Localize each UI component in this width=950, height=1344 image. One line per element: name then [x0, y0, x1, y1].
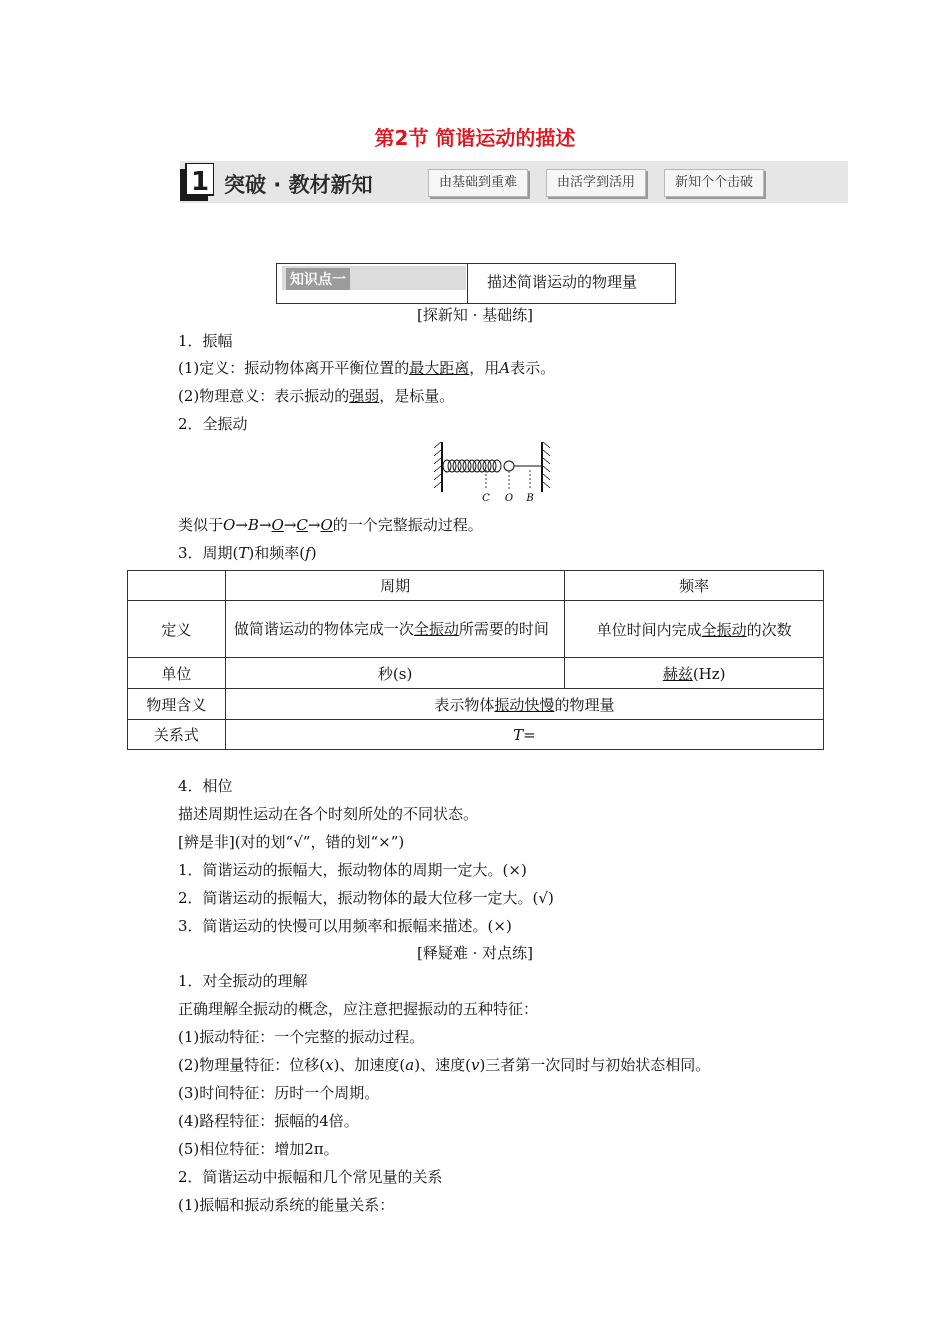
relation-heading: 2．简谐运动中振幅和几个常见量的关系	[178, 1168, 443, 1186]
table-row	[128, 720, 824, 750]
label-c: C	[482, 493, 490, 502]
table-cell	[128, 571, 226, 601]
phase-heading: 4．相位	[178, 777, 233, 795]
spring-oscillator-figure	[430, 440, 550, 502]
label-o: O	[504, 493, 514, 502]
physical-meaning: 表示物体振动快慢的物理量	[225, 689, 823, 720]
amplitude-heading: 1．振幅	[178, 332, 233, 350]
tag-break-through: 新知个个击破	[664, 169, 764, 197]
feature-phase: (5)相位特征：增加2π。	[178, 1140, 339, 1158]
banner-heading: 突破 · 教材新知	[224, 173, 373, 197]
row-label-definition: 定义	[128, 601, 226, 658]
knowledge-point-text: 描述简谐运动的物理量	[487, 273, 638, 291]
knowledge-point-box	[276, 263, 676, 304]
divider	[467, 264, 468, 303]
section-number: 1	[190, 167, 210, 197]
frequency-definition: 单位时间内完成全振动的次数	[565, 601, 824, 658]
frequency-unit: 赫兹(Hz)	[565, 658, 824, 689]
table-row	[128, 658, 824, 689]
table-header-frequency: 频率	[565, 571, 824, 601]
row-label-unit: 单位	[128, 658, 226, 689]
judge-item: 1．简谐运动的振幅大，振动物体的周期一定大。(×)	[178, 861, 527, 879]
feature-vibration: (1)振动特征：一个完整的振动过程。	[178, 1028, 425, 1046]
judge-heading: [辨是非](对的划“√”，错的划“×”)	[178, 833, 405, 851]
period-definition: 做简谐运动的物体完成一次全振动所需要的时间	[225, 601, 564, 658]
relation-energy: (1)振幅和振动系统的能量关系：	[178, 1196, 395, 1214]
phase-description: 描述周期性运动在各个时刻所处的不同状态。	[178, 805, 479, 823]
judge-item: 2．简谐运动的振幅大，振动物体的最大位移一定大。(√)	[178, 889, 554, 907]
table-header-period: 周期	[225, 571, 564, 601]
knowledge-point-label-bg	[282, 266, 466, 290]
row-label-meaning: 物理含义	[128, 689, 226, 720]
section-heading-clarify: [释疑难 · 对点练]	[416, 944, 533, 962]
judge-item: 3．简谐运动的快慢可以用频率和振幅来描述。(×)	[178, 917, 512, 935]
full-vibration-description: 类似于O→B→O→C→O的一个完整振动过程。	[178, 516, 483, 534]
period-frequency-table	[127, 570, 824, 750]
feature-distance: (4)路程特征：振幅的4倍。	[178, 1112, 359, 1130]
section-number-badge	[180, 163, 214, 201]
relation-formula: T=	[225, 720, 823, 750]
understand-intro: 正确理解全振动的概念，应注意把握振动的五种特征：	[178, 1000, 539, 1018]
table-row	[128, 689, 824, 720]
tag-basic-to-key: 由基础到重难	[428, 169, 528, 197]
period-unit: 秒(s)	[225, 658, 564, 689]
section-heading-explore: [探新知 · 基础练]	[416, 306, 533, 324]
row-label-relation: 关系式	[128, 720, 226, 750]
label-b: B	[526, 493, 534, 502]
table-row	[128, 601, 824, 658]
full-vibration-heading: 2．全振动	[178, 415, 248, 433]
table-row	[128, 571, 824, 601]
understand-heading: 1．对全振动的理解	[178, 972, 308, 990]
page-title: 第2节 简谐运动的描述	[374, 126, 576, 150]
tag-learn-to-apply: 由活学到活用	[546, 169, 646, 197]
period-frequency-heading: 3．周期(T)和频率(f)	[178, 544, 317, 562]
feature-time: (3)时间特征：历时一个周期。	[178, 1084, 380, 1102]
feature-quantities: (2)物理量特征：位移(x)、加速度(a)、速度(v)三者第一次同时与初始状态相同。	[178, 1056, 711, 1074]
section-banner	[180, 161, 848, 203]
amplitude-definition: (1)定义：振动物体离开平衡位置的最大距离，用A表示。	[178, 359, 556, 377]
knowledge-point-label: 知识点一	[286, 268, 350, 290]
amplitude-meaning: (2)物理意义：表示振动的强弱，是标量。	[178, 387, 455, 405]
